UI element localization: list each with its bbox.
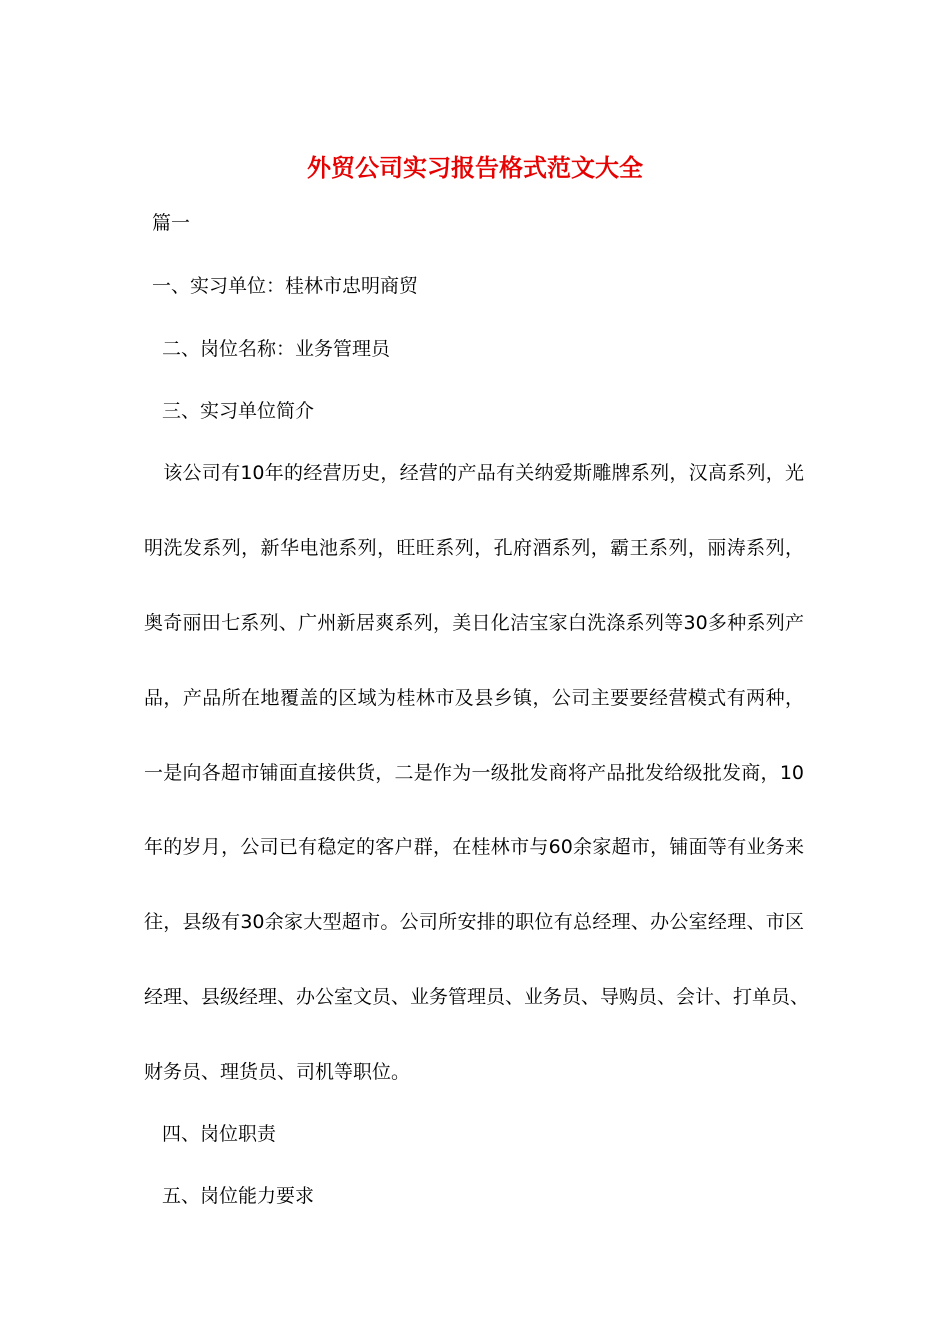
paragraph-line: 该公司有10年的经营历史，经营的产品有关纳爱斯雕牌系列，汉高系列，光 xyxy=(144,462,804,484)
item-position-name: 二、岗位名称：业务管理员 xyxy=(162,338,391,360)
paragraph-line: 财务员、理货员、司机等职位。 xyxy=(144,1061,411,1083)
paragraph-line: 品，产品所在地覆盖的区域为桂林市及县乡镇，公司主要要经营模式有两种， xyxy=(144,687,804,709)
item-job-requirements: 五、岗位能力要求 xyxy=(162,1185,315,1207)
section-label: 篇一 xyxy=(152,212,191,234)
item-job-duties: 四、岗位职责 xyxy=(162,1123,277,1145)
document-title: 外贸公司实习报告格式范文大全 xyxy=(307,153,643,182)
paragraph-line: 奥奇丽田七系列、广州新居爽系列，美日化洁宝家白洗涤系列等30多种系列产 xyxy=(144,612,804,634)
paragraph-line: 明洗发系列，新华电池系列，旺旺系列，孔府酒系列，霸王系列，丽涛系列， xyxy=(144,537,804,559)
paragraph-line: 经理、县级经理、办公室文员、业务管理员、业务员、导购员、会计、打单员、 xyxy=(144,986,810,1008)
paragraph-line: 年的岁月，公司已有稳定的客户群，在桂林市与60余家超市，铺面等有业务来 xyxy=(144,836,804,858)
paragraph-line: 往，县级有30余家大型超市。公司所安排的职位有总经理、办公室经理、市区 xyxy=(144,911,804,933)
item-unit-intro: 三、实习单位简介 xyxy=(162,400,315,422)
paragraph-line: 一是向各超市铺面直接供货，二是作为一级批发商将产品批发给级批发商，10 xyxy=(144,762,804,784)
item-internship-unit: 一、实习单位：桂林市忠明商贸 xyxy=(152,275,419,297)
